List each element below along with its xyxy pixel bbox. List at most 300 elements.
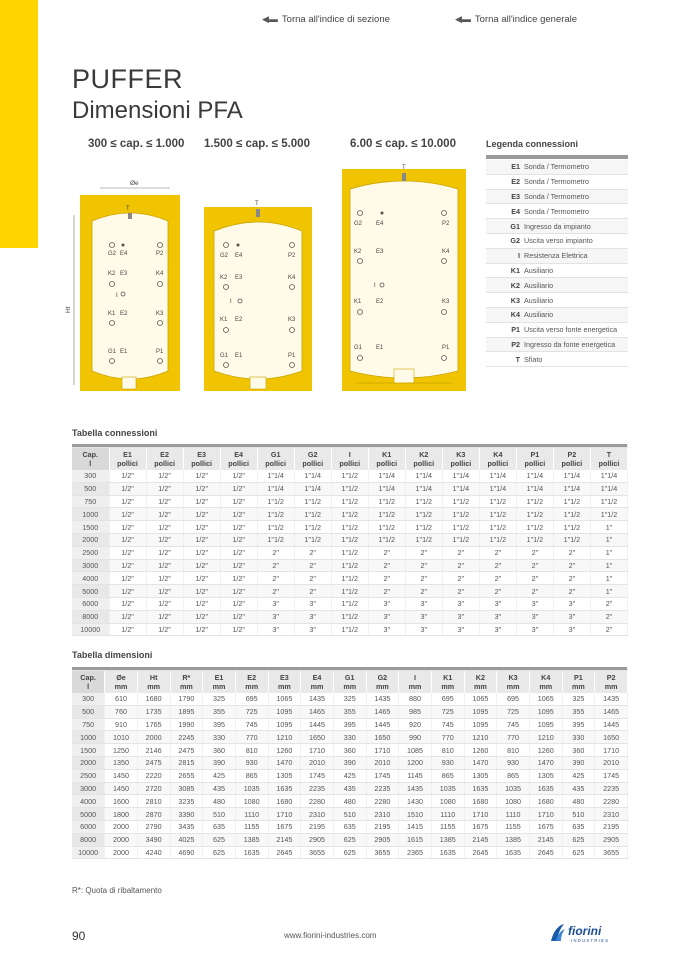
column-header	[366, 671, 399, 694]
table-cell: 1465	[301, 705, 334, 718]
table-cell: 725	[235, 705, 268, 718]
header-unit: mm	[343, 682, 357, 691]
table-cell: 1035	[497, 782, 530, 795]
table-cell: 1765	[137, 718, 170, 731]
connections-table	[72, 444, 628, 636]
table-row	[72, 585, 628, 598]
table-cell: 2500	[72, 546, 109, 559]
table-cell: 2905	[366, 833, 399, 846]
table-cell: 1/2"	[183, 482, 220, 495]
svg-text:E4: E4	[235, 253, 243, 259]
table-cell: 3"	[479, 623, 516, 636]
table-cell: 1"1/4	[590, 470, 627, 482]
table-cell: 2235	[301, 782, 334, 795]
table-cell: 1635	[431, 846, 464, 859]
table-cell: 1080	[431, 795, 464, 808]
back-arrow-icon: ◀▬	[455, 14, 471, 24]
table-cell: 3"	[405, 597, 442, 610]
legend-description: Ausiliario	[524, 280, 554, 290]
legend-row	[486, 190, 628, 205]
table-row	[72, 808, 628, 821]
table-cell: 2"	[257, 585, 294, 598]
table-cell: 695	[497, 693, 530, 705]
table-cell: 395	[562, 718, 595, 731]
table-cell: 1/2"	[220, 610, 257, 623]
connection-legend	[486, 160, 628, 367]
header-label: E3	[197, 450, 206, 459]
table-cell: 2"	[294, 559, 331, 572]
legend-code: G2	[510, 236, 520, 246]
header-unit: pollici	[117, 459, 138, 468]
table-cell: 1000	[72, 731, 105, 744]
column-header	[431, 671, 464, 694]
website-url[interactable]: www.fiorini-industries.com	[284, 931, 377, 940]
header-unit: mm	[277, 682, 291, 691]
table-row	[72, 718, 628, 731]
table-cell: 355	[333, 705, 366, 718]
height-label: Ht	[65, 306, 72, 313]
table-cell: 1"1/4	[405, 482, 442, 495]
header-label: K4	[493, 450, 503, 459]
connections-table-title: Tabella connessioni	[72, 428, 158, 438]
table-cell: 1080	[235, 795, 268, 808]
table-cell: 1/2"	[146, 521, 183, 534]
column-header	[464, 671, 497, 694]
back-arrow-icon: ◀▬	[262, 14, 278, 24]
table-cell: 2"	[516, 546, 553, 559]
table-cell: 3655	[595, 846, 628, 859]
table-cell: 1510	[399, 808, 432, 821]
table-cell: 1"1/2	[331, 508, 368, 521]
section-index-link[interactable]	[262, 14, 390, 25]
legend-code: T	[515, 354, 520, 364]
header-unit: mm	[114, 682, 128, 691]
table-cell: 745	[235, 718, 268, 731]
header-unit: mm	[310, 682, 324, 691]
legend-description: Sonda / Termometro	[524, 162, 589, 172]
svg-text:P2: P2	[442, 221, 450, 227]
table-cell: 3085	[170, 782, 203, 795]
table-cell: 2790	[137, 820, 170, 833]
table-cell: 1/2"	[183, 546, 220, 559]
table-cell: 1010	[105, 731, 138, 744]
column-header	[235, 671, 268, 694]
header-unit: mm	[179, 682, 193, 691]
svg-text:K3: K3	[442, 299, 450, 305]
table-cell: 1435	[301, 693, 334, 705]
header-label: E1	[214, 673, 224, 682]
table-cell: 1"1/2	[442, 521, 479, 534]
table-cell: 2000	[72, 533, 109, 546]
table-cell: 425	[562, 769, 595, 782]
table-cell: 1/2"	[146, 546, 183, 559]
table-cell: 1/2"	[146, 508, 183, 521]
table-cell: 1250	[105, 744, 138, 757]
svg-text:K1: K1	[220, 317, 228, 323]
svg-text:T: T	[255, 201, 259, 207]
table-cell: 1450	[105, 769, 138, 782]
header-label: E4	[234, 450, 244, 459]
table-cell: 360	[333, 744, 366, 757]
capacity-range-large: 6.00 ≤ cap. ≤ 10.000	[350, 138, 456, 150]
table-cell: 1/2"	[183, 572, 220, 585]
table-cell: 390	[562, 756, 595, 769]
header-label: K2	[475, 673, 485, 682]
legend-description: Uscita verso impianto	[524, 236, 593, 246]
table-cell: 3"	[368, 610, 405, 623]
table-cell: 750	[72, 495, 109, 508]
table-cell: 1"1/2	[294, 508, 331, 521]
table-cell: 1/2"	[109, 546, 146, 559]
table-cell: 2195	[301, 820, 334, 833]
table-cell: 1"1/2	[294, 533, 331, 546]
table-cell: 2"	[405, 572, 442, 585]
header-unit: pollici	[339, 459, 361, 468]
header-label: G2	[307, 450, 318, 459]
table-cell: 1450	[105, 782, 138, 795]
table-cell: 1/2"	[146, 585, 183, 598]
table-cell: 1"1/4	[516, 482, 553, 495]
table-cell: 2"	[294, 572, 331, 585]
table-cell: 2235	[366, 782, 399, 795]
header-unit: pollici	[376, 459, 398, 468]
table-cell: 1"1/2	[331, 610, 368, 623]
header-unit: mm	[506, 682, 520, 691]
table-cell: 770	[235, 731, 268, 744]
legend-row	[486, 338, 628, 353]
table-cell: 2645	[464, 846, 497, 859]
svg-text:G1: G1	[108, 349, 117, 355]
table-cell: 990	[399, 731, 432, 744]
table-cell: 1260	[464, 744, 497, 757]
column-header	[595, 671, 628, 694]
table-cell: 2"	[479, 546, 516, 559]
table-cell: 1"1/4	[553, 482, 590, 495]
table-cell: 1"1/2	[331, 521, 368, 534]
table-cell: 2195	[366, 820, 399, 833]
table-cell: 1/2"	[109, 482, 146, 495]
table-row	[72, 508, 628, 521]
header-label: P1	[574, 673, 583, 682]
header-label: G1	[344, 673, 355, 682]
table-cell: 1"1/2	[479, 495, 516, 508]
table-cell: 1065	[268, 693, 301, 705]
legend-code: P2	[511, 339, 520, 349]
table-cell: 1"1/2	[331, 470, 368, 482]
table-cell: 1/2"	[183, 623, 220, 636]
table-cell: 6000	[72, 820, 105, 833]
table-row	[72, 795, 628, 808]
table-row	[72, 470, 628, 482]
svg-text:E3: E3	[120, 271, 128, 277]
table-cell: 2010	[301, 756, 334, 769]
table-cell: 1/2"	[183, 521, 220, 534]
header-unit: pollici	[561, 459, 583, 468]
legend-description: Ingresso da fonte energetica	[524, 339, 616, 349]
table-cell: 1"1/2	[257, 495, 294, 508]
table-cell: 1"1/2	[405, 521, 442, 534]
table-cell: 2815	[170, 756, 203, 769]
legend-row	[486, 219, 628, 234]
header-unit: mm	[539, 682, 553, 691]
table-cell: 435	[333, 782, 366, 795]
table-cell: 1635	[464, 782, 497, 795]
header-unit: mm	[572, 682, 585, 691]
svg-text:I: I	[374, 283, 376, 289]
table-cell: 3"	[479, 610, 516, 623]
header-unit: mm	[441, 682, 455, 691]
table-cell: 1/2"	[146, 572, 183, 585]
table-cell: 435	[562, 782, 595, 795]
table-row	[72, 769, 628, 782]
table-cell: 770	[497, 731, 530, 744]
legend-code: E1	[511, 162, 520, 172]
table-cell: 810	[431, 744, 464, 757]
table-cell: 1035	[235, 782, 268, 795]
table-cell: 1155	[497, 820, 530, 833]
table-cell: 3"	[257, 610, 294, 623]
header-label: P1	[530, 450, 540, 459]
header-unit: mm	[375, 682, 389, 691]
table-cell: 1"	[590, 585, 627, 598]
tank-medium-diagram	[204, 201, 312, 391]
table-cell: 1095	[464, 718, 497, 731]
table-cell: 1675	[529, 820, 562, 833]
table-cell: 920	[399, 718, 432, 731]
table-cell: 1260	[529, 744, 562, 757]
table-cell: 1000	[72, 508, 109, 521]
table-cell: 1"	[590, 521, 627, 534]
legend-row	[486, 264, 628, 279]
table-cell: 2"	[442, 572, 479, 585]
table-cell: 2145	[268, 833, 301, 846]
table-cell: 3"	[294, 623, 331, 636]
table-cell: 625	[333, 846, 366, 859]
table-cell: 1/2"	[109, 597, 146, 610]
legend-code: K4	[510, 310, 520, 320]
general-index-label: Torna all'indice generale	[474, 14, 578, 25]
table-cell: 1"1/4	[479, 482, 516, 495]
table-cell: 1155	[235, 820, 268, 833]
table-cell: 2"	[590, 623, 627, 636]
table-cell: 1/2"	[109, 495, 146, 508]
capacity-range-small: 300 ≤ cap. ≤ 1.000	[88, 138, 185, 150]
table-cell: 625	[562, 833, 595, 846]
svg-text:G1: G1	[220, 353, 229, 359]
header-unit: pollici	[524, 459, 546, 468]
table-cell: 1/2"	[109, 623, 146, 636]
header-unit: pollici	[487, 459, 509, 468]
table-cell: 3000	[72, 782, 105, 795]
svg-text:K3: K3	[288, 317, 296, 323]
svg-text:K2: K2	[354, 249, 362, 255]
table-cell: 395	[203, 718, 236, 731]
table-cell: 865	[431, 769, 464, 782]
table-cell: 2475	[170, 744, 203, 757]
table-cell: 1710	[464, 808, 497, 821]
table-cell: 1305	[529, 769, 562, 782]
table-cell: 3"	[294, 597, 331, 610]
table-cell: 1/2"	[109, 585, 146, 598]
table-cell: 2"	[294, 585, 331, 598]
table-cell: 1/2"	[183, 533, 220, 546]
table-cell: 1"1/2	[553, 508, 590, 521]
table-cell: 3"	[516, 623, 553, 636]
table-row	[72, 495, 628, 508]
table-row	[72, 482, 628, 495]
svg-text:G2: G2	[220, 253, 229, 259]
table-row	[72, 546, 628, 559]
table-cell: 3"	[368, 623, 405, 636]
header-label: E3	[279, 673, 289, 682]
column-header	[553, 448, 590, 471]
table-cell: 760	[105, 705, 138, 718]
table-cell: 2280	[301, 795, 334, 808]
table-cell: 1/2"	[109, 572, 146, 585]
table-cell: 1"1/4	[590, 482, 627, 495]
table-cell: 1"1/2	[331, 533, 368, 546]
table-cell: 2"	[368, 572, 405, 585]
table-cell: 4000	[72, 572, 109, 585]
table-cell: 2365	[399, 846, 432, 859]
header-unit: pollici	[154, 459, 175, 468]
svg-text:E1: E1	[120, 349, 128, 355]
table-cell: 2310	[595, 808, 628, 821]
svg-text:E2: E2	[376, 299, 384, 305]
table-cell: 1/2"	[220, 623, 257, 636]
header-label: I	[414, 673, 417, 682]
table-cell: 1680	[137, 693, 170, 705]
table-cell: 3"	[405, 623, 442, 636]
table-cell: 1635	[235, 846, 268, 859]
table-cell: 2905	[301, 833, 334, 846]
table-cell: 2"	[553, 585, 590, 598]
table-cell: 1710	[529, 808, 562, 821]
table-cell: 1"1/4	[368, 482, 405, 495]
table-cell: 1080	[497, 795, 530, 808]
table-cell: 1"1/2	[553, 521, 590, 534]
header-unit: pollici	[265, 459, 287, 468]
svg-text:P1: P1	[288, 353, 296, 359]
table-cell: 1435	[399, 782, 432, 795]
table-cell: 1"1/2	[331, 623, 368, 636]
table-cell: 1200	[399, 756, 432, 769]
table-row	[72, 597, 628, 610]
table-row	[72, 521, 628, 534]
general-index-link[interactable]	[455, 14, 577, 25]
table-cell: 1710	[268, 808, 301, 821]
table-cell: 3"	[257, 597, 294, 610]
column-header	[109, 448, 146, 471]
svg-text:G1: G1	[354, 345, 363, 351]
table-cell: 2"	[442, 546, 479, 559]
table-cell: 1/2"	[146, 533, 183, 546]
legend-row	[486, 308, 628, 323]
table-cell: 325	[333, 693, 366, 705]
table-row	[72, 756, 628, 769]
table-cell: 930	[431, 756, 464, 769]
table-cell: 1895	[170, 705, 203, 718]
table-cell: 1"1/2	[590, 495, 627, 508]
table-cell: 510	[333, 808, 366, 821]
column-header	[333, 671, 366, 694]
svg-text:E4: E4	[120, 251, 128, 257]
table-cell: 1500	[72, 744, 105, 757]
table-cell: 1435	[366, 693, 399, 705]
table-cell: 1"1/2	[516, 533, 553, 546]
table-row	[72, 610, 628, 623]
table-cell: 2"	[516, 559, 553, 572]
header-label: Cap.	[80, 673, 96, 682]
table-cell: 3"	[516, 610, 553, 623]
table-cell: 725	[431, 705, 464, 718]
table-cell: 1465	[595, 705, 628, 718]
table-cell: 2"	[479, 559, 516, 572]
table-cell: 1/2"	[109, 521, 146, 534]
table-row	[72, 744, 628, 757]
logo-wordmark: fiorini	[568, 924, 602, 938]
table-cell: 1210	[529, 731, 562, 744]
table-cell: 1/2"	[183, 495, 220, 508]
legend-row	[486, 234, 628, 249]
column-header	[529, 671, 562, 694]
table-cell: 1085	[399, 744, 432, 757]
table-cell: 1/2"	[146, 470, 183, 482]
table-cell: 3"	[442, 597, 479, 610]
table-cell: 1/2"	[220, 585, 257, 598]
table-cell: 5000	[72, 585, 109, 598]
table-cell: 1"1/2	[590, 508, 627, 521]
table-cell: 2"	[553, 546, 590, 559]
column-header	[497, 671, 530, 694]
table-cell: 2000	[72, 756, 105, 769]
table-cell: 2195	[595, 820, 628, 833]
table-cell: 1/2"	[183, 470, 220, 482]
legend-row	[486, 323, 628, 338]
table-cell: 2"	[257, 572, 294, 585]
fiorini-logo	[548, 921, 630, 945]
table-cell: 4690	[170, 846, 203, 859]
table-cell: 1600	[105, 795, 138, 808]
table-cell: 2"	[405, 546, 442, 559]
table-row	[72, 572, 628, 585]
table-cell: 750	[72, 718, 105, 731]
table-cell: 1"1/4	[257, 470, 294, 482]
table-cell: 2"	[553, 559, 590, 572]
header-label: P2	[606, 673, 616, 682]
table-cell: 1/2"	[220, 495, 257, 508]
table-cell: 1/2"	[220, 572, 257, 585]
table-cell: 930	[497, 756, 530, 769]
table-cell: 2475	[137, 756, 170, 769]
table-cell: 3235	[170, 795, 203, 808]
table-cell: 1095	[268, 718, 301, 731]
table-cell: 1"1/4	[294, 470, 331, 482]
table-cell: 635	[562, 820, 595, 833]
legend-code: E3	[511, 191, 520, 201]
table-cell: 1675	[268, 820, 301, 833]
legend-code: K3	[510, 295, 520, 305]
table-cell: 2"	[257, 546, 294, 559]
table-row	[72, 731, 628, 744]
table-row	[72, 693, 628, 705]
table-cell: 2"	[479, 585, 516, 598]
table-cell: 635	[203, 820, 236, 833]
table-cell: 1"1/2	[516, 495, 553, 508]
table-cell: 865	[235, 769, 268, 782]
table-cell: 810	[235, 744, 268, 757]
column-header	[268, 671, 301, 694]
